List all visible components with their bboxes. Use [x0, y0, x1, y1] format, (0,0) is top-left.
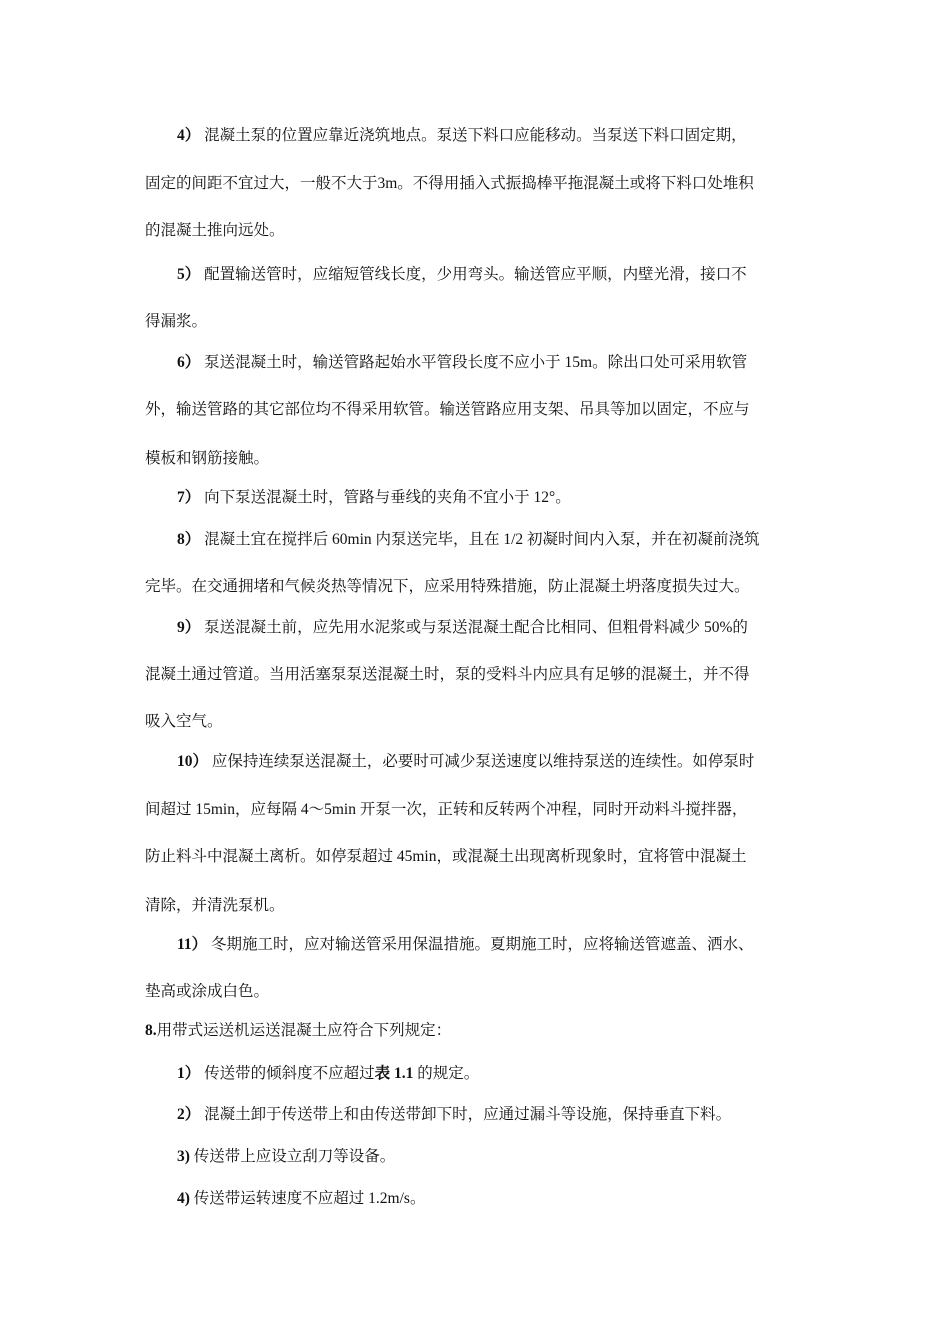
item-10-line-4: 清除，并清洗泵机。: [145, 897, 285, 914]
item-9-line-1: 9） 泵送混凝土前，应先用水泥浆或与泵送混凝土配合比相同、但粗骨料减少 50%的: [177, 619, 748, 636]
item-7-line-1: 7） 向下泵送混凝土时，管路与垂线的夹角不宜小于 12°。: [177, 489, 571, 506]
item-10-line-1: 10） 应保持连续泵送混凝土，必要时可减少泵送速度以维持泵送的连续性。如停泵时: [177, 753, 755, 770]
item-6-line-1: 6） 泵送混凝土时，输送管路起始水平管段长度不应小于 15m。除出口处可采用软管: [177, 354, 748, 371]
sub-item-3: 3) 传送带上应设立刮刀等设备。: [177, 1148, 396, 1165]
item-9-line-3: 吸入空气。: [145, 713, 223, 730]
section-8-heading: 8.用带式运送机运送混凝土应符合下列规定：: [145, 1022, 452, 1039]
item-6-line-3: 模板和钢筋接触。: [145, 450, 270, 467]
item-5-line-2: 得漏浆。: [145, 313, 208, 330]
sub-item-1: 1） 传送带的倾斜度不应超过表 1.1 的规定。: [177, 1065, 480, 1082]
item-8-line-1: 8） 混凝土宜在搅拌后 60min 内泵送完毕，且在 1/2 初凝时间内入泵，并在初凝前浇筑: [177, 531, 760, 548]
item-4-line-2: 固定的间距不宜过大，一般不大于3m。不得用插入式振捣棒平拖混凝土或将下料口处堆积: [145, 175, 754, 192]
item-4-line-3: 的混凝土推向远处。: [145, 222, 285, 239]
item-10-line-2: 间超过 15min，应每隔 4～5min 开泵一次，正转和反转两个冲程，同时开动料斗搅拌器，: [145, 801, 748, 818]
item-11-line-1: 11） 冬期施工时，应对输送管采用保温措施。夏期施工时，应将输送管遮盖、洒水、: [177, 936, 754, 953]
item-5-line-1: 5） 配置输送管时，应缩短管线长度，少用弯头。输送管应平顺，内壁光滑，接口不: [177, 266, 747, 283]
item-4-line-1: 4） 混凝土泵的位置应靠近浇筑地点。泵送下料口应能移动。当泵送下料口固定期，: [177, 127, 747, 144]
item-9-line-2: 混凝土通过管道。当用活塞泵泵送混凝土时，泵的受料斗内应具有足够的混凝土，并不得: [145, 666, 750, 683]
item-10-line-3: 防止料斗中混凝土离析。如停泵超过 45min，或混凝土出现离析现象时，宜将管中混凝土: [145, 848, 747, 865]
sub-item-2: 2） 混凝土卸于传送带上和由传送带卸下时，应通过漏斗等设施，保持垂直下料。: [177, 1106, 732, 1123]
sub-item-4: 4) 传送带运转速度不应超过 1.2m/s。: [177, 1190, 426, 1207]
item-11-line-2: 垫高或涂成白色。: [145, 983, 270, 1000]
item-6-line-2: 外，输送管路的其它部位均不得采用软管。输送管路应用支架、吊具等加以固定，不应与: [145, 401, 750, 418]
item-8-line-2: 完毕。在交通拥堵和气候炎热等情况下，应采用特殊措施，防止混凝土坍落度损失过大。: [145, 578, 750, 595]
